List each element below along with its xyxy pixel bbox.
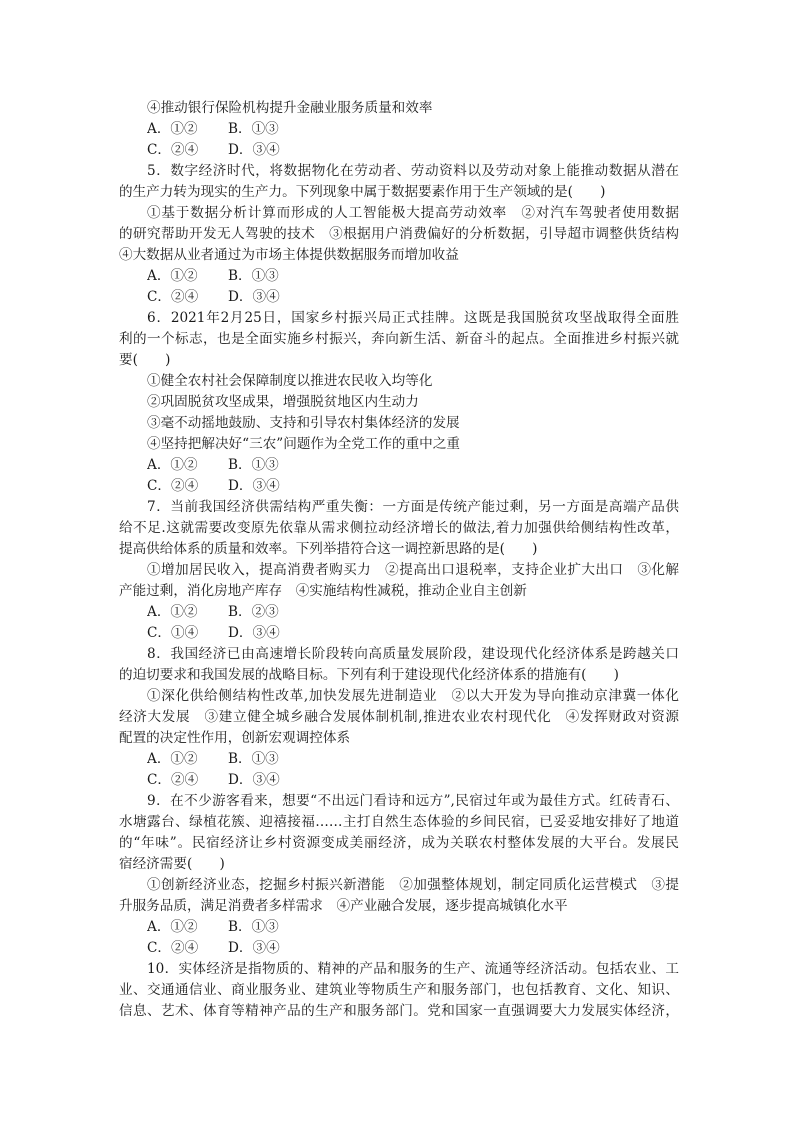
option-b: B．①③: [228, 751, 279, 767]
prev-options-row-1: [147, 119, 679, 140]
q7-stem-line-2: 给不足.这就需要改变原先依靠从需求侧拉动经济增长的做法,着力加强供给侧结构性改革，: [119, 520, 679, 536]
option-b: B．①③: [228, 457, 279, 473]
option-c: C．②④: [147, 940, 199, 956]
q5-stem-line-2: 的生产力转为现实的生产力。下列现象中属于数据要素作用于生产领域的是( ): [119, 184, 606, 200]
option-a: A．①②: [147, 268, 198, 284]
option-a: A．①②: [147, 457, 198, 473]
option-c: C．②④: [147, 772, 199, 788]
option-d: D．③④: [228, 142, 280, 158]
q6-item-3: ③毫不动摇地鼓励、支持和引导农村集体经济的发展: [147, 415, 460, 431]
option-a: A．①②: [147, 121, 198, 137]
q10-stem-line-1: 10．实体经济是指物质的、精神的产品和服务的生产、流通等经济活动。包括农业、工: [147, 961, 679, 977]
q5-item-line-1: ①基于数据分析计算而形成的人工智能极大提高劳动效率 ②对汽车驾驶者使用数据: [147, 205, 679, 221]
q9-item-line-1: ①创新经济业态，挖掘乡村振兴新潜能 ②加强整体规划，制定同质化运营模式 ③提: [147, 877, 679, 893]
q7-item-line-2: 产能过剩，消化房地产库存 ④实施结构性减税，推动企业自主创新: [119, 583, 527, 599]
option-d: D．③④: [228, 772, 280, 788]
q8-options-row-1: [147, 749, 679, 770]
q7-item-line-1: ①增加居民收入，提高消费者购买力 ②提高出口退税率，支持企业扩大出口 ③化解: [147, 562, 679, 578]
option-b: B．①③: [228, 268, 279, 284]
q6-stem-line-1: 6．2021年2月25日，国家乡村振兴局正式挂牌。这既是我国脱贫攻坚战取得全面胜: [147, 310, 679, 326]
option-d: D．③④: [228, 940, 280, 956]
option-d: D．③④: [228, 289, 280, 305]
q9-stem-line-4: 宿经济需要( ): [119, 856, 225, 872]
q9-stem-line-1: 9．在不少游客看来，想要“不出远门看诗和远方”,民宿过年或为最佳方式。红砖青石、: [147, 793, 679, 809]
q6-item-1: ①健全农村社会保障制度以推进农民收入均等化: [147, 373, 433, 389]
option-b: B．①③: [228, 121, 279, 137]
q6-item-4: ④坚持把解决好“三农”问题作为全党工作的重中之重: [147, 436, 460, 452]
q10-stem-line-2: 业、交通通信业、商业服务业、建筑业等物质生产和服务部门，也包括教育、文化、知识、: [119, 982, 679, 998]
q5-options-row-2: [147, 287, 679, 308]
q8-stem-line-1: 8．我国经济已由高速增长阶段转向高质量发展阶段，建设现代化经济体系是跨越关口: [147, 646, 679, 662]
q8-item-line-1: ①深化供给侧结构性改革,加快发展先进制造业 ②以大开发为导向推动京津冀一体化: [147, 688, 679, 704]
q9-options-row-1: [147, 917, 679, 938]
q6-item-2: ②巩固脱贫攻坚成果，增强脱贫地区内生动力: [147, 394, 419, 410]
q7-stem-line-1: 7．当前我国经济供需结构严重失衡：一方面是传统产能过剩，另一方面是高端产品供: [147, 499, 679, 515]
option-c: C．②④: [147, 478, 199, 494]
prev-item-4: ④推动银行保险机构提升金融业服务质量和效率: [147, 100, 433, 116]
option-c: C．①④: [147, 625, 199, 641]
q6-options-row-2: [147, 476, 679, 497]
q8-item-line-3: 配置的决定性作用，创新宏观调控体系: [119, 730, 351, 746]
q6-options-row-1: [147, 455, 679, 476]
q9-stem-line-2: 水塘露台、绿植花簇、迎禧接福……主打自然生态体验的乡间民宿，已妥妥地安排好了地道: [119, 814, 679, 830]
q8-item-line-2: 经济大发展 ③建立健全城乡融合发展体制机制,推进农业农村现代化 ④发挥财政对资源: [119, 709, 679, 725]
q5-stem-line-1: 5．数字经济时代，将数据物化在劳动者、劳动资料以及劳动对象上能推动数据从潜在: [147, 163, 679, 179]
option-c: C．②④: [147, 289, 199, 305]
option-b: B．①③: [228, 919, 279, 935]
option-a: A．①②: [147, 604, 198, 620]
q5-options-row-1: [147, 266, 679, 287]
q10-stem-line-3: 信息、艺术、体育等精神产品的生产和服务部门。党和国家一直强调要大力发展实体经济，: [119, 1003, 679, 1019]
option-a: A．①②: [147, 751, 198, 767]
option-d: D．③④: [228, 478, 280, 494]
prev-options-row-2: [147, 140, 679, 161]
option-a: A．①②: [147, 919, 198, 935]
q9-options-row-2: [147, 938, 679, 959]
q7-options-row-2: [147, 623, 679, 644]
option-d: D．③④: [228, 625, 280, 641]
q7-options-row-1: [147, 602, 679, 623]
q8-options-row-2: [147, 770, 679, 791]
q5-item-line-3: ④大数据从业者通过为市场主体提供数据服务而增加收益: [119, 247, 459, 263]
q6-stem-line-2: 利的一个标志，也是全面实施乡村振兴，奔向新生活、新奋斗的起点。全面推进乡村振兴就: [119, 331, 679, 347]
q9-item-line-2: 升服务品质，满足消费者多样需求 ④产业融合发展，逐步提高城镇化水平: [119, 898, 568, 914]
option-b: B．②③: [228, 604, 279, 620]
q7-stem-line-3: 提高供给体系的质量和效率。下列举措符合这一调控新思路的是( ): [119, 541, 538, 557]
q5-item-line-2: 的研究帮助开发无人驾驶的技术 ③根据用户消费偏好的分析数据，引导超市调整供货结构: [119, 226, 679, 242]
q9-stem-line-3: 的“年味”。民宿经济让乡村资源变成美丽经济，成为关联农村整体发展的大平台。发展民: [119, 835, 679, 851]
q6-stem-line-3: 要( ): [119, 352, 171, 368]
option-c: C．②④: [147, 142, 199, 158]
q8-stem-line-2: 的迫切要求和我国发展的战略目标。下列有利于建设现代化经济体系的措施有( ): [119, 667, 619, 683]
